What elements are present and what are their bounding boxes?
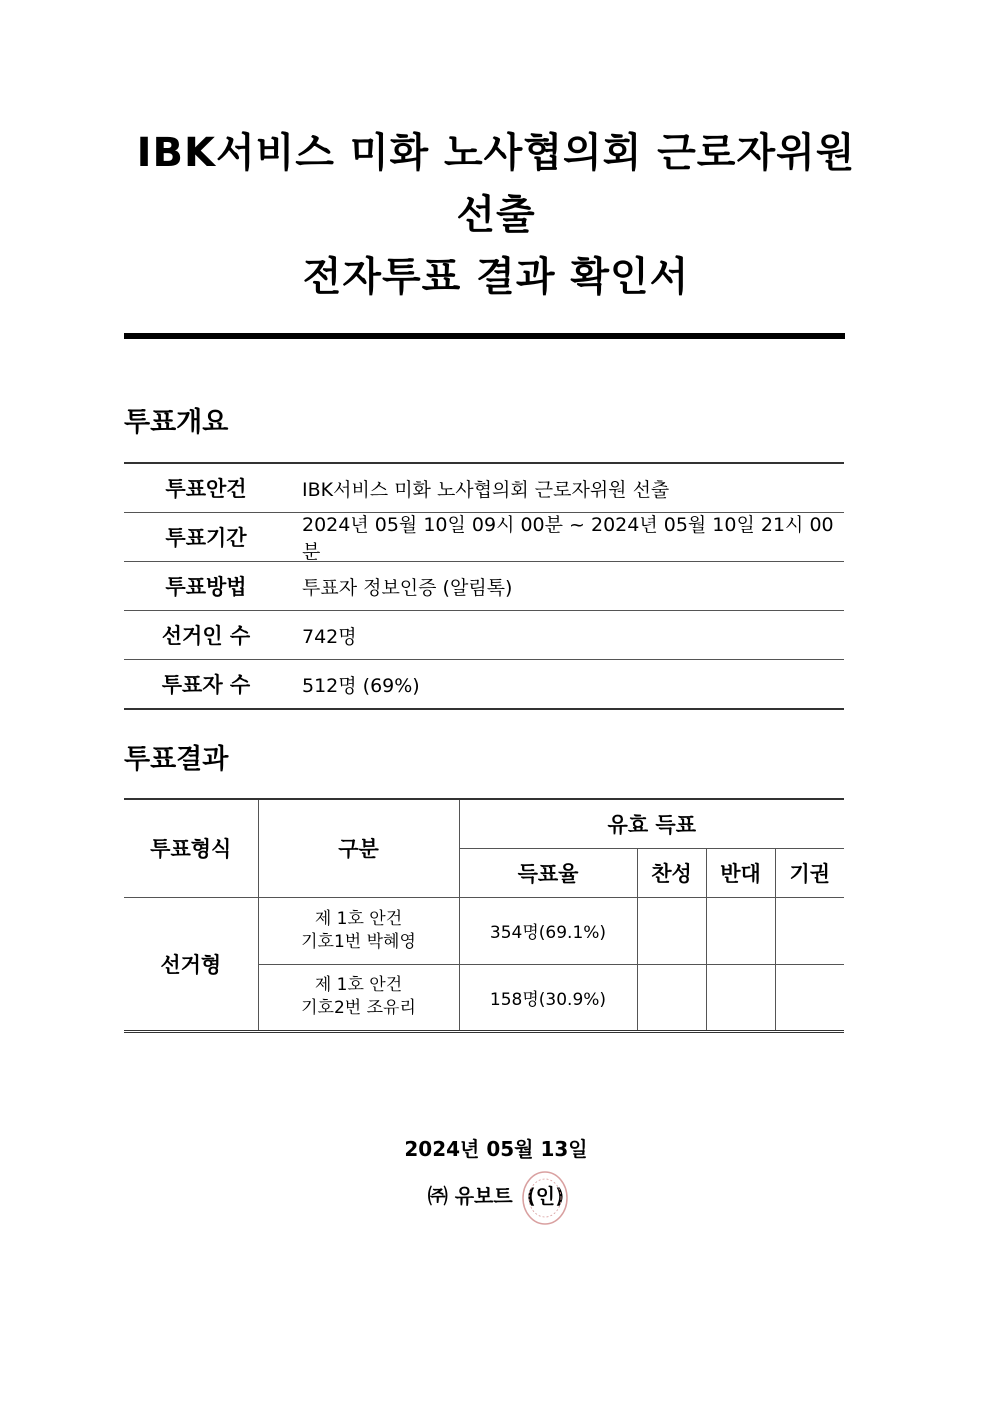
title-line-2: 선출 [456,192,536,238]
overview-value: 742명 [288,611,844,659]
header-abstain: 기권 [775,848,844,897]
rate-cell: 354명(69.1%) [459,897,637,964]
abstain-cell [775,964,844,1031]
company-label: ㈜ 유보트 (인) [427,1184,565,1208]
overview-label: 투표기간 [165,526,247,550]
vote-type-cell: 선거형 [124,897,258,1031]
oppose-cell [706,897,775,964]
overview-value: 2024년 05월 10일 09시 00분 ~ 2024년 05월 10일 21시 00분 [288,513,844,561]
overview-label: 투표자 수 [161,673,251,697]
company-name [0,1180,992,1209]
table-row [124,897,844,964]
overview-row-period [124,513,844,562]
overview-table [124,462,844,710]
results-heading: 투표결과 [124,744,229,775]
header-category: 구분 [258,799,459,897]
overview-label: 투표방법 [165,575,247,599]
overview-heading: 투표개요 [124,407,229,438]
abstain-cell [775,897,844,964]
overview-row-electorate [124,611,844,660]
overview-value: 512명 (69%) [288,660,844,708]
results-table [124,798,844,1033]
overview-value: IBK서비스 미화 노사협의회 근로자위원 선출 [288,464,844,512]
approve-cell [637,897,706,964]
overview-row-method [124,562,844,611]
overview-label: 투표안건 [165,477,247,501]
rate-cell: 158명(30.9%) [459,964,637,1031]
candidate-name: 기호1번 박혜영 [301,931,416,952]
overview-row-voters [124,660,844,708]
overview-value: 투표자 정보인증 (알림톡) [288,562,844,610]
overview-row-agenda [124,464,844,513]
category-cell [258,897,459,964]
agenda-item: 제 1호 안건 [314,975,403,995]
header-rate: 득표율 [459,848,637,897]
agenda-item: 제 1호 안건 [314,908,403,929]
category-cell [258,964,459,1031]
overview-label: 선거인 수 [161,624,251,648]
company-seal-icon [520,1170,570,1226]
header-vote-type: 투표형식 [124,799,258,897]
document-title [0,122,992,308]
title-line-3: 전자투표 결과 확인서 [302,254,690,300]
header-approve: 찬성 [637,848,706,897]
issue-date: 2024년 05월 13일 [404,1137,588,1161]
oppose-cell [706,964,775,1031]
header-oppose: 반대 [706,848,775,897]
header-valid-votes: 유효 득표 [459,799,844,848]
candidate-name: 기호2번 조유리 [301,998,416,1018]
title-line-1: IBK서비스 미화 노사협의회 근로자위원 [136,130,856,176]
title-divider [124,333,845,339]
approve-cell [637,964,706,1031]
